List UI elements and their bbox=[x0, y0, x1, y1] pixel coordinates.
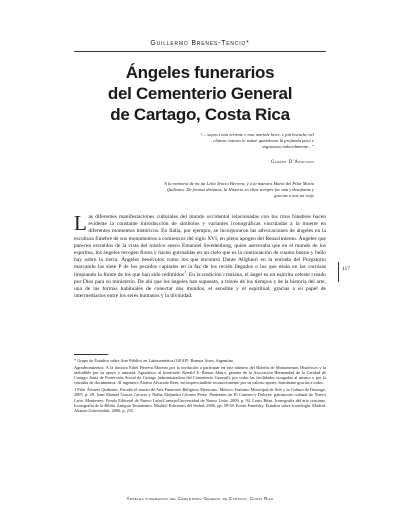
footnote-acknowledgements: Agradecimientos: A la doctora Ethel Herrera Moreno por la invitación a participar en este número del Boletín de Monumentos Históricos y la ineludible por su apoyo y amistad. Agradezco al licenciado Ronald E. Ramos Mairo, gerente de la Asociación Hermandad de la Caridad de Cartago Junta de Protección Social de Cartago (administradora del Cementerio General), por todas las facilidades otorgadas al mismo y por la consulta de documentos. Al ingeniero Alonso Alvarado Rees, mi imprescindible reconocimiento por su valioso aporte, brindarme gracias a todos. bbox=[74, 364, 326, 386]
dedication: A la memoria de mi tía Lelia Tencio Herrera, y a la maestra María del Pilar Maria Quiñones. De formas distintas, la Historia en ellas siempre fue una y desafiante y gracias a mis un viaje bbox=[164, 181, 314, 199]
body-text-part-1: as diferentes manifestaciones culturales del mundo occidental relacionadas con los ritos fúnebres hacen evidente la constante introducción de símbolos y variantes iconográficas vinculadas a la muerte en diferentes momentos históricos. En Italia, por ejemplo, se incorporaron las advocaciones de ángeles en la escultura fúnebre de sus monumentos a comienzos del siglo XVI, en pleno apogeo del Renacimiento. Ángeles que parecen extraídos de la vista del místico sueco Emanuel Swedenborg, quien aseveraba que en el mundo de los espíritus, los ángeles recogen flores y hacen guirnaldas en un cielo que es la continuación de cuanto bueno y bello hay sobre la tierra. Ángeles benévolos como los que encontró Dante Alighieri en la entrada del Purgatorio marcando las siete P de los pecados capitales en la faz de los recién llegados o los que están en las cornisas limpiando la frente de los que han sido redimidos bbox=[74, 214, 326, 278]
running-footer: Ángeles funerarios del Cementerio General de Cartago, Costa Rica bbox=[126, 496, 274, 501]
drop-cap: L bbox=[74, 211, 87, 235]
page-number: 117 bbox=[342, 266, 351, 272]
footnote-reference[interactable]: 1 bbox=[184, 269, 186, 274]
article-title bbox=[60, 62, 340, 125]
body-text-part-2: . En la tradición cristiana, el ángel es un espíritu celeste creado por Dios para su ministerio. De ahí que los ángeles han supuesto, a través de los tiempos y de la historia del arte, una de las formas habituales de conectar dos mundos, el sensible y el espiritual, gracias a su papel de intermediarios entre los seres humanos y la divinidad. bbox=[74, 271, 326, 300]
footnote-affiliation: * Grupo de Estudios sobre Arte Público en Latinoamérica (GEAP). Buenos Aires, Argentina. bbox=[74, 358, 234, 363]
title-line-2: del Cementerio General bbox=[107, 84, 293, 103]
author-name: Guillermo Brenes-Tencio* bbox=[150, 40, 250, 47]
footnotes bbox=[74, 358, 326, 415]
title-line-3: de Cartago, Costa Rica bbox=[110, 105, 290, 124]
page-number-rule bbox=[338, 262, 339, 282]
footnote-1: 1 Pilar Álvarez Quiñones. Estudio el museo de Arte Funerario Religioso Mexicano. México: Instituto Municipal de Arte y la Cultura de Durango, 2005, p. 29. Juan Manuel García Cáceres y Nelba Alejandra Cáceres Pérez. Panteones de El Carmen y Dolores: patrimonio cultural de Nuevo León. Monterrey: Fondo Editorial de Nuevo León/Consejo/Universidad de Nuevo León, 2009, p. 94. Louis Réau. Iconografía del arte cristiano, Iconografía de la Biblia. Antiguo Testamento. Madrid: Ediciones del Serbal, 2000, pp. 58-59. Erwin Panofsky. Estudios sobre iconología. Madrid: Alianza Universidad, 2006, p. 255. bbox=[74, 387, 326, 414]
epigraph-author: Gabriel D’Annunzio bbox=[270, 160, 314, 165]
title-line-1: Ángeles funerarios bbox=[125, 63, 275, 82]
footnote-rule bbox=[74, 354, 108, 355]
header-rule bbox=[74, 51, 326, 52]
body-paragraph bbox=[74, 211, 326, 300]
epigraph-quote: “... sopra i non terreste e non mortale boce, e pià branche nel chiarur intento le statue guardavan la profunda pace e sograsano indecidimente...” bbox=[200, 132, 314, 149]
